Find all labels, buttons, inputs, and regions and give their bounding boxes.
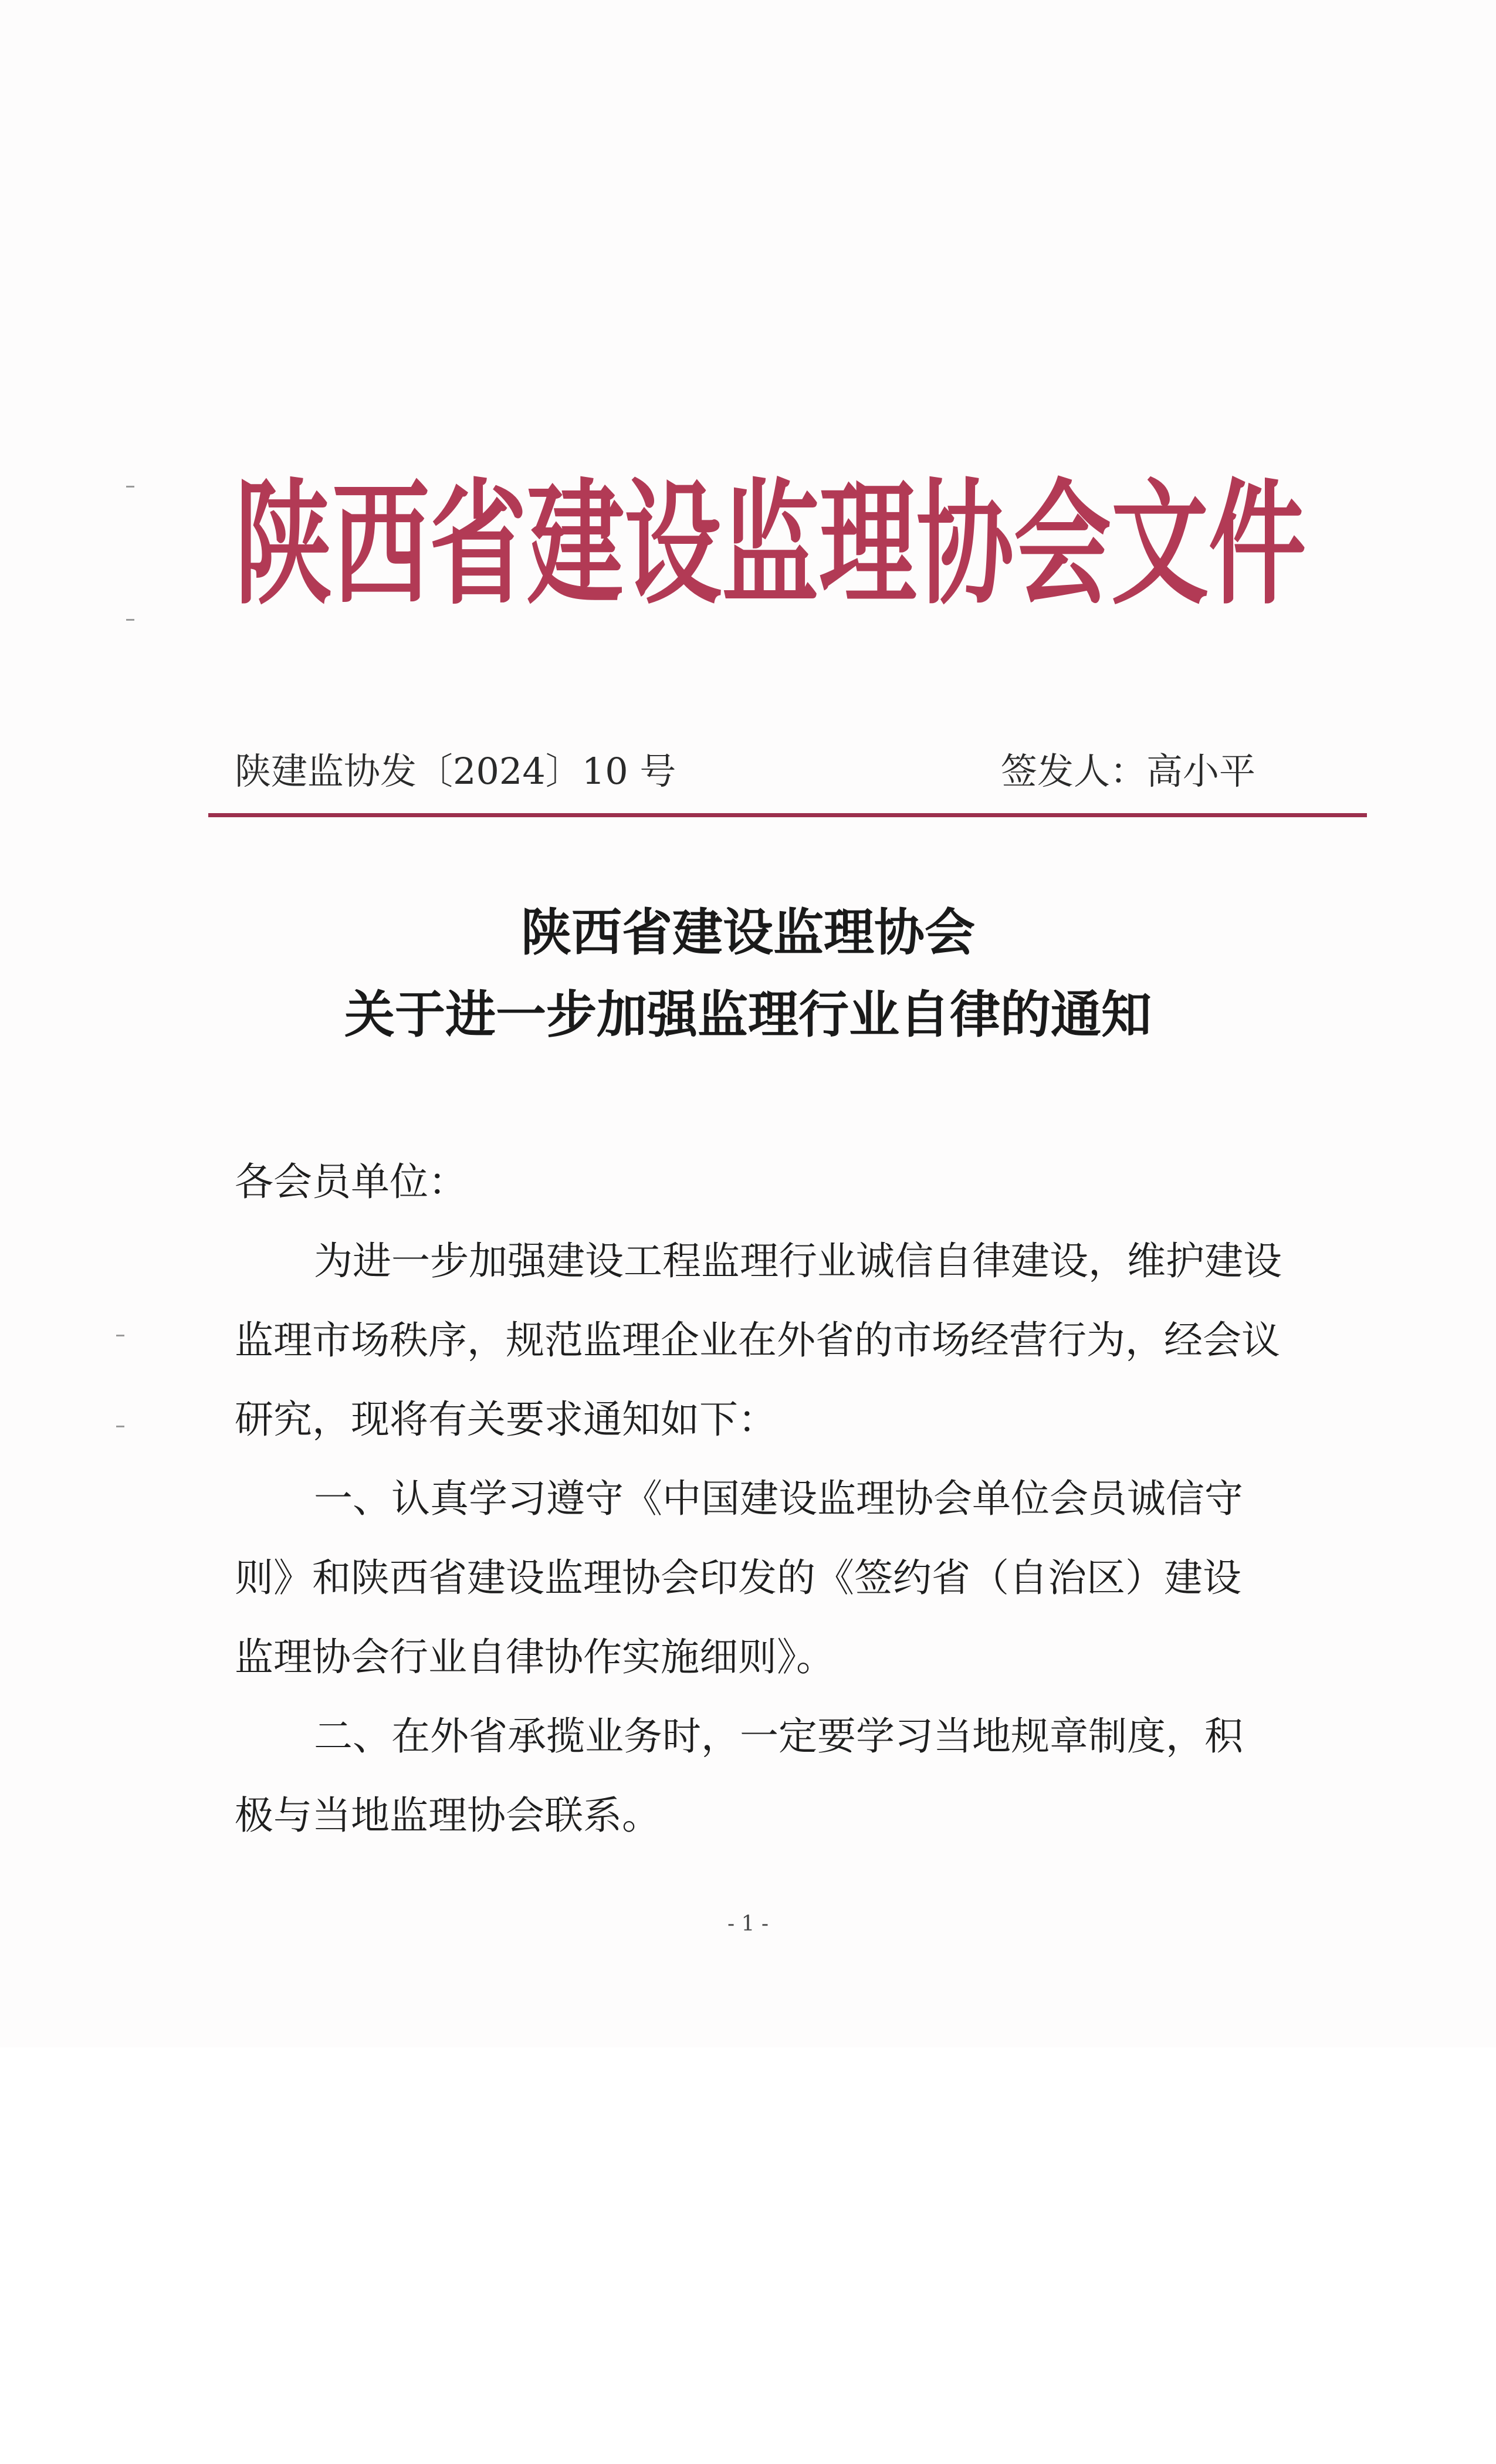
document-number: 陕建监协发〔2024〕10 号 — [235, 750, 676, 793]
scan-mark — [126, 619, 134, 621]
red-divider-rule — [208, 813, 1367, 817]
body-line: 一、认真学习遵守《中国建设监理协会单位会员诚信守 — [314, 1476, 1243, 1521]
body-line: 监理市场秩序，规范监理企业在外省的市场经营行为，经会议 — [235, 1318, 1280, 1363]
scan-mark — [116, 1335, 124, 1336]
body-line: 监理协会行业自律协作实施细则》。 — [235, 1634, 835, 1680]
body-line: 极与当地监理协会联系。 — [235, 1793, 661, 1838]
scan-mark — [116, 1426, 124, 1427]
scan-mark — [126, 486, 134, 488]
page-number: - 1 - — [727, 1912, 769, 1936]
notice-title-line-1: 陕西省建设监理协会 — [521, 903, 975, 962]
salutation: 各会员单位： — [235, 1159, 467, 1204]
blank-area — [0, 2047, 1496, 2464]
body-line: 二、在外省承揽业务时，一定要学习当地规章制度，积 — [314, 1714, 1243, 1759]
body-line: 则》和陕西省建设监理协会印发的《签约省（自治区）建设 — [235, 1555, 1241, 1600]
body-line: 研究，现将有关要求通知如下： — [235, 1397, 777, 1442]
issuer-signature: 签发人：高小平 — [1000, 750, 1255, 793]
body-line: 为进一步加强建设工程监理行业诚信自律建设，维护建设 — [314, 1238, 1282, 1284]
notice-title-line-2: 关于进一步加强监理行业自律的通知 — [344, 986, 1152, 1044]
masthead-title: 陕西省建设监理协会文件 — [235, 467, 1306, 624]
